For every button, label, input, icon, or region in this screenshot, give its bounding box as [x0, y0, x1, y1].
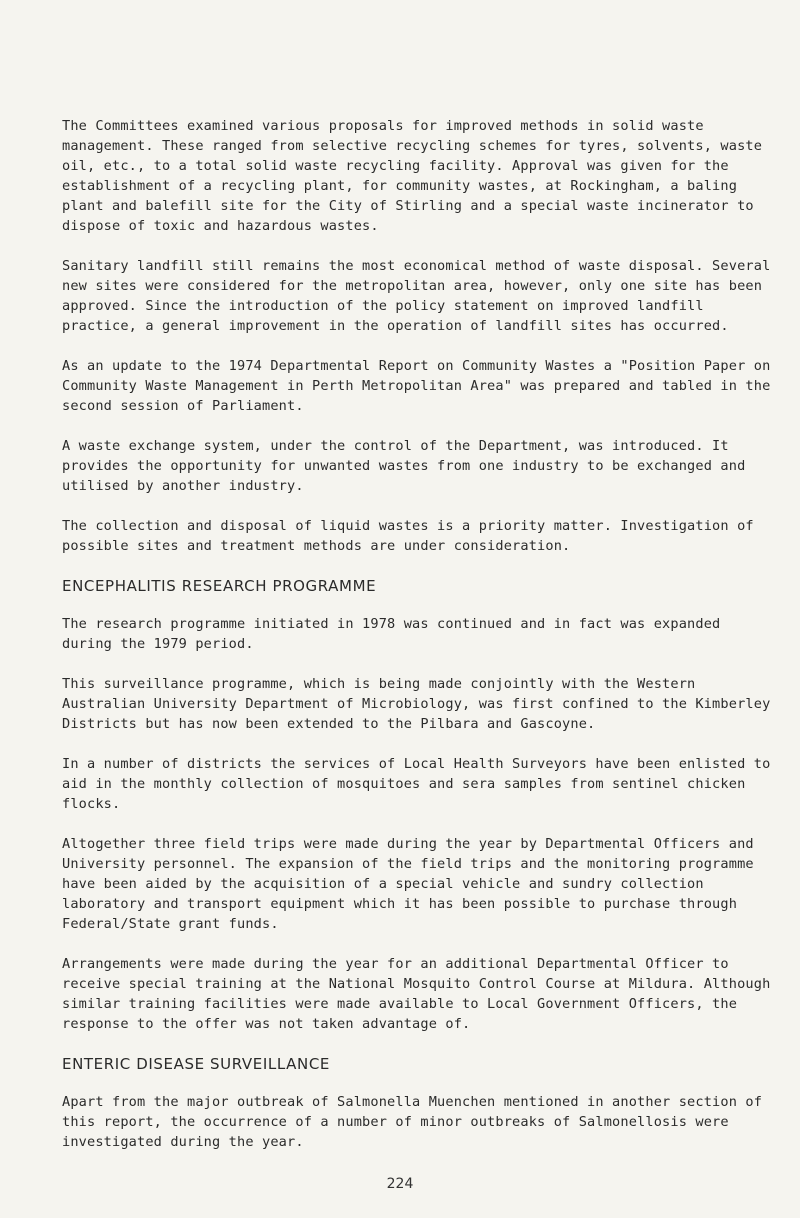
paragraph-position-paper: As an update to the 1974 Departmental Report on Community Wastes a "Position Paper on Community Waste Management in Perth Metropolitan Area" was prepared and tabled in the second session of Parliament. [62, 358, 771, 414]
paragraph-local-health-surveyors: In a number of districts the services of Local Health Surveyors have been enlisted to aid in the monthly collection of mosquitoes and sera samples from sentinel chicken flocks. [62, 756, 771, 812]
paragraph-salmonella-outbreaks: Apart from the major outbreak of Salmonella Muenchen mentioned in another section of this report, the occurrence of a number of minor outbreaks of Salmonellosis were investigated during the year. [62, 1094, 763, 1150]
paragraph-training-arrangements: Arrangements were made during the year for an additional Departmental Officer to receive special training at the National Mosquito Control Course at Mildura. Although similar training facilities were made available to Local Government Officers, the response to the offer was not taken advantage of. [62, 956, 771, 1032]
page-number: 224 [386, 1176, 414, 1192]
heading-encephalitis-research: ENCEPHALITIS RESEARCH PROGRAMME [62, 577, 377, 595]
page-body [62, 116, 772, 1172]
paragraph-solid-waste-committees: The Committees examined various proposals for improved methods in solid waste management. These ranged from selective recycling schemes for tyres, solvents, waste oil, etc., to a total solid waste recycling facility. Approval was given for the establishment of a recycling plant, for community wastes, at Rockingham, a baling plant and balefill site for the City of Stirling and a special waste incinerator to dispose of toxic and hazardous wastes. [62, 118, 763, 234]
heading-enteric-disease: ENTERIC DISEASE SURVEILLANCE [62, 1055, 330, 1073]
paragraph-surveillance-programme: This surveillance programme, which is being made conjointly with the Western Australian University Department of Microbiology, was first confined to the Kimberley Districts but has now been extended to the Pilbara and Gascoyne. [62, 676, 771, 732]
paragraph-research-programme: The research programme initiated in 1978 was continued and in fact was expanded during the 1979 period. [62, 616, 721, 652]
paragraph-field-trips: Altogether three field trips were made during the year by Departmental Officers and University personnel. The expansion of the field trips and the monitoring programme have been aided by the acquisition of a special vehicle and sundry collection laboratory and transport equipment which it has been possible to purchase through Federal/State grant funds. [62, 836, 754, 932]
paragraph-waste-exchange: A waste exchange system, under the control of the Department, was introduced. It provides the opportunity for unwanted wastes from one industry to be exchanged and utilised by another industry. [62, 438, 746, 494]
paragraph-liquid-wastes: The collection and disposal of liquid wastes is a priority matter. Investigation of possible sites and treatment methods are under consideration. [62, 518, 754, 554]
paragraph-sanitary-landfill: Sanitary landfill still remains the most economical method of waste disposal. Several new sites were considered for the metropolitan area, however, only one site has been approved. Since the introduction of the policy statement on improved landfill practice, a general improvement in the operation of landfill sites has occurred. [62, 258, 771, 334]
